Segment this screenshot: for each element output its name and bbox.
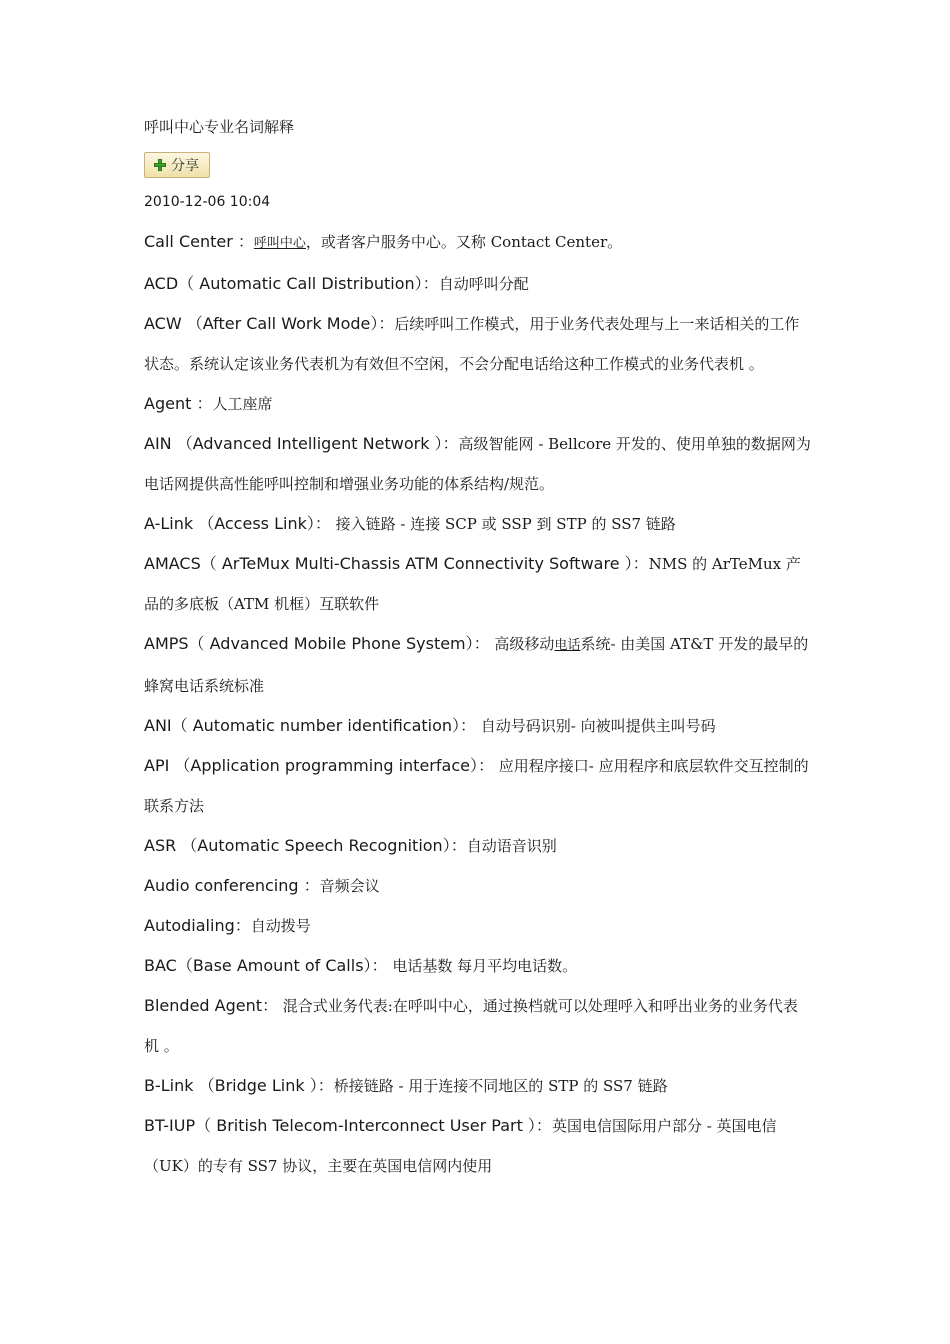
entry-term: Call Center ： — [144, 232, 254, 251]
entry-definition: 自动拨号 — [250, 917, 311, 935]
entry-definition: 音频会议 — [319, 877, 380, 895]
entry-term: AMPS（ Advanced Mobile Phone System）： — [144, 634, 490, 653]
glossary-entry — [144, 746, 812, 826]
entry-definition: 后续呼叫工作模式，用于业务代表处理与上一来话相关的工作状态。系统认定该业务代表机为有效但不空闲，不会分配电话给这种工作模式的业务代表机 。 — [144, 315, 800, 373]
entry-term: AMACS（ ArTeMux Multi-Chassis ATM Connectivity Software ）： — [144, 554, 649, 573]
glossary-entry — [144, 384, 812, 424]
glossary-entry — [144, 906, 812, 946]
glossary-entry — [144, 304, 812, 384]
glossary-entry — [144, 424, 812, 504]
entry-term: Autodialing： — [144, 916, 251, 935]
plus-icon — [154, 159, 166, 171]
glossary-entry — [144, 826, 812, 866]
page-title: 呼叫中心专业名词解释 — [144, 118, 295, 136]
entry-definition: 应用程序接口- 应用程序和底层软件交互控制的联系方法 — [144, 757, 809, 815]
entry-term: ACW （After Call Work Mode）： — [144, 314, 395, 333]
glossary-entry — [144, 264, 812, 304]
entry-definition: NMS 的 ArTeMux 产品的多底板（ATM 机框）互联软件 — [144, 555, 801, 613]
entry-definition-prefix: 高级移动 — [489, 635, 555, 653]
entry-term: BT-IUP（ British Telecom-Interconnect User Part ）： — [144, 1116, 552, 1135]
entry-definition: 英国电信国际用户部分 - 英国电信（UK）的专有 SS7 协议，主要在英国电信网内使用 — [144, 1117, 777, 1175]
entry-term: B-Link （Bridge Link ）： — [144, 1076, 334, 1095]
entry-definition: 人工座席 — [212, 395, 273, 413]
glossary-entry — [144, 1106, 812, 1186]
entry-term: AIN （Advanced Intelligent Network ）： — [144, 434, 459, 453]
entry-definition: 桥接链路 - 用于连接不同地区的 STP 的 SS7 链路 — [333, 1077, 668, 1095]
entry-term: Agent ： — [144, 394, 213, 413]
entry-term: ASR （Automatic Speech Recognition）： — [144, 836, 467, 855]
entry-term: API （Application programming interface）： — [144, 756, 494, 775]
glossary-entry — [144, 544, 812, 624]
entry-term: ANI（ Automatic number identification）： — [144, 716, 477, 735]
entry-term: Blended Agent： — [144, 996, 279, 1015]
post-date: 2010-12-06 10:04 — [144, 194, 271, 210]
glossary-entry — [144, 866, 812, 906]
phone-link[interactable]: 电话 — [554, 638, 581, 653]
entry-definition: 电话基数 每月平均电话数。 — [387, 957, 578, 975]
glossary-entry — [144, 986, 812, 1066]
entry-definition: 自动号码识别- 向被叫提供主叫号码 — [476, 717, 716, 735]
entry-definition: 自动语音识别 — [466, 837, 557, 855]
share-button-label: 分享 — [171, 158, 199, 174]
entry-definition: 混合式业务代表:在呼叫中心，通过换档就可以处理呼入和呼出业务的业务代表机 。 — [144, 997, 798, 1055]
glossary-list — [144, 222, 812, 1186]
glossary-entry — [144, 222, 812, 264]
glossary-entry — [144, 706, 812, 746]
share-button[interactable] — [144, 152, 210, 178]
entry-definition: 接入链路 - 连接 SCP 或 SSP 到 STP 的 SS7 链路 — [330, 515, 676, 533]
glossary-entry — [144, 946, 812, 986]
glossary-entry — [144, 624, 812, 706]
glossary-entry — [144, 1066, 812, 1106]
entry-term: BAC（Base Amount of Calls）： — [144, 956, 388, 975]
glossary-entry — [144, 504, 812, 544]
document-page — [144, 116, 812, 1186]
call-center-link[interactable]: 呼叫中心 — [253, 236, 306, 251]
entry-term: A-Link （Access Link）： — [144, 514, 331, 533]
entry-term: Audio conferencing ： — [144, 876, 320, 895]
entry-term: ACD（ Automatic Call Distribution）： — [144, 274, 439, 293]
entry-definition: ，或者客户服务中心。又称 Contact Center。 — [305, 233, 623, 251]
entry-definition: 系统- 由美国 AT&T 开发的最早的蜂窝电话系统标准 — [144, 635, 809, 695]
entry-definition: 高级智能网 - Bellcore 开发的、使用单独的数据网为电话网提供高性能呼叫控制和增强业务功能的体系结构/规范。 — [144, 435, 811, 493]
entry-definition: 自动呼叫分配 — [438, 275, 529, 293]
